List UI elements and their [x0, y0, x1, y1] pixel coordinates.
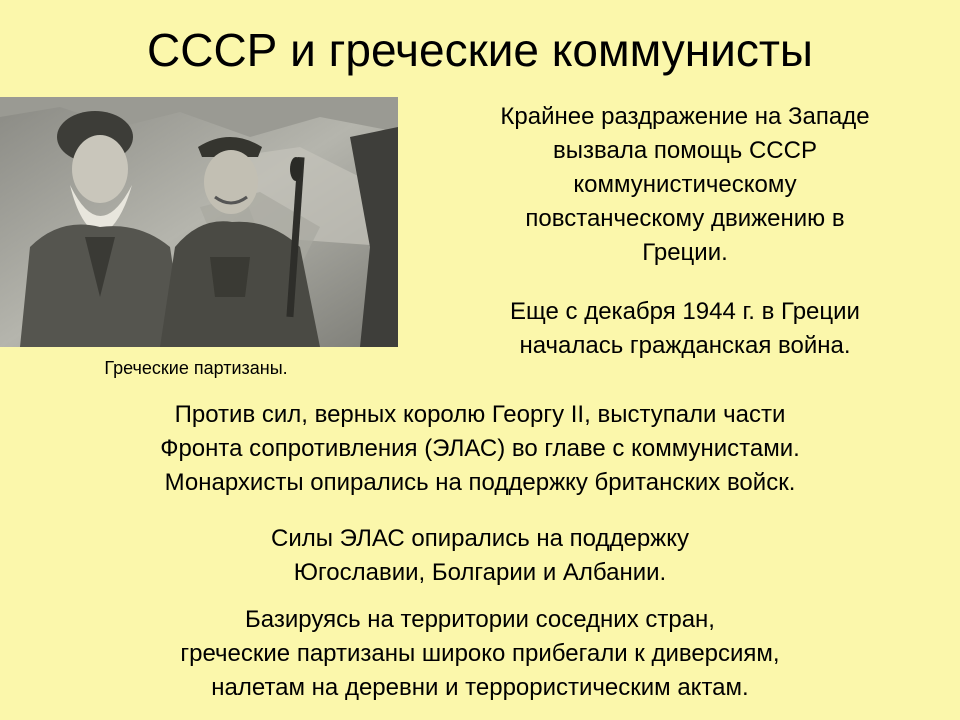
paragraph-partisan-tactics: Базируясь на территории соседних стран, греческие партизаны широко прибегали к диверсиям, налетам на деревни и террористическим актам.	[180, 606, 780, 701]
slide-title: СССР и греческие коммунисты	[147, 24, 813, 76]
paragraph-civil-war-start: Еще с декабря 1944 г. в Греции началась гражданская война.	[510, 298, 860, 359]
paragraph-elas-vs-monarchists: Против сил, верных королю Георгу II, выступали части Фронта сопротивления (ЭЛАС) во главе с коммунистами. Монархисты опирались на поддержку британских войск.	[160, 401, 800, 496]
paragraph-western-irritation: Крайнее раздражение на Западе вызвала помощь СССР коммунистическому повстанческому движению в Греции.	[500, 103, 870, 266]
photo-caption: Греческие партизаны.	[104, 358, 288, 378]
greek-partisans-photo	[0, 97, 398, 347]
paragraph-elas-support: Силы ЭЛАС опирались на поддержку Югославии, Болгарии и Албании.	[271, 525, 689, 586]
photo-illustration	[0, 97, 398, 347]
